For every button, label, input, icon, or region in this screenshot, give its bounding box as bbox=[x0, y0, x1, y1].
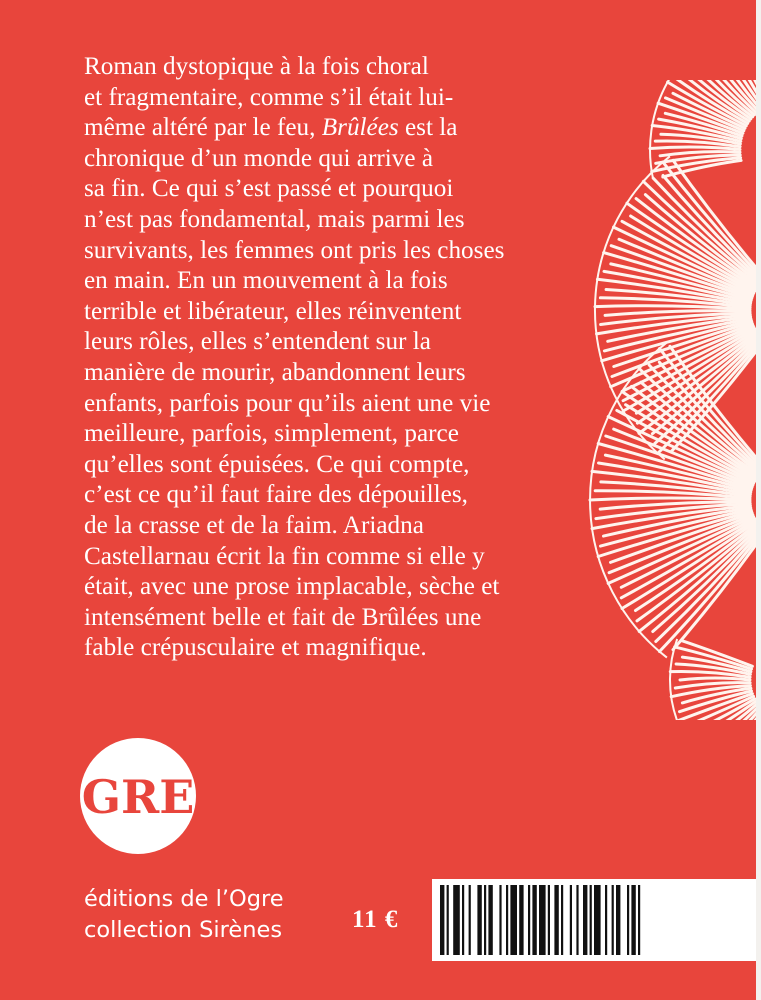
blurb-line bbox=[84, 572, 604, 603]
barcode-bar bbox=[484, 885, 486, 955]
blurb-line-text: enfants, parfois pour qu’ils aient une vie bbox=[84, 389, 491, 417]
barcode-bar bbox=[469, 885, 471, 955]
barcode-bar bbox=[488, 885, 492, 955]
coral-gill-stroke bbox=[590, 498, 750, 500]
blurb-line bbox=[84, 450, 604, 481]
blurb-line-text: meilleure, parfois, simplement, parce bbox=[84, 420, 459, 448]
barcode-bar bbox=[510, 885, 517, 955]
barcode-bar bbox=[528, 885, 530, 955]
barcode-bar bbox=[594, 885, 601, 955]
barcode-bar bbox=[627, 885, 629, 955]
barcode-bar bbox=[462, 885, 464, 955]
coral-edge-stroke bbox=[595, 156, 670, 459]
blurb-line-text: manière de mourir, abandonnent leurs bbox=[84, 358, 466, 386]
blurb-line bbox=[84, 327, 604, 358]
logo-text: GRE bbox=[81, 770, 195, 824]
blurb-line-text: fable crépusculaire et magnifique. bbox=[84, 634, 427, 662]
page-edge bbox=[756, 0, 761, 1000]
coral-gill-stroke bbox=[650, 147, 740, 150]
coral-illustration-icon bbox=[540, 80, 756, 720]
blurb-line-text: intensément belle et fait de Brûlées une bbox=[84, 603, 482, 631]
blurb-line-text: est la bbox=[398, 114, 458, 142]
barcode-bar bbox=[453, 885, 460, 955]
barcode-bar bbox=[477, 885, 481, 955]
blurb-line-text: même altéré par le feu, bbox=[84, 114, 322, 142]
blurb-line bbox=[84, 480, 604, 511]
blurb-line bbox=[84, 266, 604, 297]
barcode-bar bbox=[506, 885, 508, 955]
barcode-bar bbox=[532, 885, 536, 955]
blurb-line bbox=[84, 297, 604, 328]
barcode-bar bbox=[583, 885, 587, 955]
barcode-bar bbox=[440, 885, 444, 955]
ogre-logo-icon bbox=[78, 736, 198, 856]
blurb-line-text: en main. En un mouvement à la fois bbox=[84, 267, 448, 295]
blurb-line-text: et fragmentaire, comme s’il était lui- bbox=[84, 83, 454, 111]
blurb-line bbox=[84, 358, 604, 389]
blurb-line-text: c’est ce qu’il faut faire des dépouilles, bbox=[84, 481, 468, 509]
blurb-line bbox=[84, 174, 604, 205]
barcode-bar bbox=[548, 885, 550, 955]
blurb-line-text: était, avec une prose implacable, sèche et bbox=[84, 573, 500, 601]
blurb-line-text: leurs rôles, elles s’entendent sur la bbox=[84, 328, 431, 356]
blurb-line bbox=[84, 419, 604, 450]
barcode-bar bbox=[519, 885, 523, 955]
collection-name: collection Sirènes bbox=[84, 917, 283, 943]
blurb-line-text: sa fin. Ce qui s’est passé et pourquoi bbox=[84, 175, 454, 203]
price: 11 € bbox=[352, 906, 399, 933]
publisher-info bbox=[84, 884, 284, 946]
barcode-icon bbox=[432, 879, 756, 961]
blurb-line-text: qu’elles sont épuisées. Ce qui compte, bbox=[84, 450, 470, 478]
blurb-line bbox=[84, 389, 604, 420]
book-title-italic: Brûlées bbox=[321, 114, 399, 142]
blurb-line-text: n’est pas fondamental, mais parmi les bbox=[84, 205, 465, 233]
barcode-bar bbox=[554, 885, 558, 955]
blurb-line-text: Castellarnau écrit la fin comme si elle y bbox=[84, 542, 485, 570]
blurb-line bbox=[84, 205, 604, 236]
blurb-line bbox=[84, 603, 604, 634]
blurb-line-text: chronique d’un monde qui arrive à bbox=[84, 144, 434, 172]
blurb-line-text: terrible et libérateur, elles réinventent bbox=[84, 297, 462, 325]
coral-gill-stroke bbox=[680, 678, 750, 680]
barcode-bar bbox=[590, 885, 592, 955]
blurb-line-text: Roman dystopique à la fois choral bbox=[84, 53, 429, 80]
blurb-line bbox=[84, 236, 604, 267]
blurb-text bbox=[84, 52, 604, 664]
blurb-line bbox=[84, 83, 604, 114]
blurb-line bbox=[84, 511, 604, 542]
barcode-bar bbox=[576, 885, 578, 955]
barcode-bar bbox=[638, 885, 640, 955]
blurb-line bbox=[84, 113, 604, 144]
barcode-bar bbox=[447, 885, 449, 955]
barcode-bar bbox=[539, 885, 546, 955]
blurb-line bbox=[84, 542, 604, 573]
barcode-bar bbox=[570, 885, 572, 955]
blurb-line-text: survivants, les femmes ont pris les choses bbox=[84, 236, 505, 264]
barcode-bar bbox=[499, 885, 501, 955]
blurb-line-text: de la crasse et de la faim. Ariadna bbox=[84, 511, 424, 539]
blurb-line bbox=[84, 633, 604, 664]
blurb-line bbox=[84, 144, 604, 175]
barcode-bar bbox=[616, 885, 620, 955]
barcode-bar bbox=[631, 885, 635, 955]
publisher-name: éditions de l’Ogre bbox=[84, 886, 284, 912]
barcode-bar bbox=[605, 885, 607, 955]
blurb-line bbox=[84, 52, 604, 83]
barcode-bar bbox=[561, 885, 563, 955]
barcode-bar bbox=[612, 885, 614, 955]
